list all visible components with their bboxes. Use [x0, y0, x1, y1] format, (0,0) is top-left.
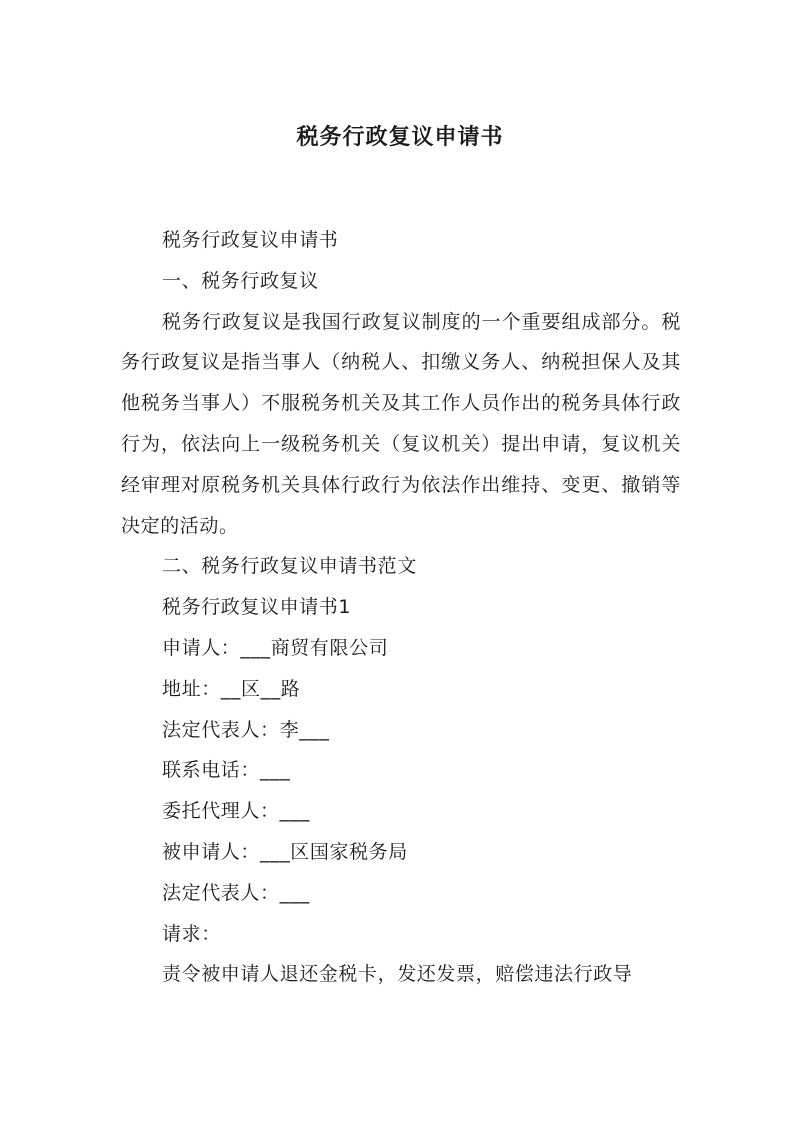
- body-heading: 税务行政复议申请书: [162, 229, 339, 251]
- intro-paragraph: 税务行政复议是我国行政复议制度的一个重要组成部分。税务行政复议是指当事人（纳税人、扣缴义务人、纳税担保人及其他税务当事人）不服税务机关及其工作人员作出的税务具体行政行为，依法向上一级税务机关（复议机关）提出申请，复议机关经审理对原税务机关具体行政行为依法作出维持、变更、撤销等决定的活动。: [121, 310, 681, 537]
- field-address: 地址：__区__路: [162, 677, 301, 700]
- request-text: 责令被申请人退还金税卡，发还发票，赔偿违法行政导: [162, 963, 633, 986]
- section-heading-2: 二、税务行政复议申请书范文: [162, 555, 417, 578]
- field-respondent-legal-representative: 法定代表人：___: [162, 881, 310, 904]
- field-respondent: 被申请人：___区国家税务局: [162, 840, 408, 863]
- section-heading-1: 一、税务行政复议: [162, 269, 319, 292]
- document-title: 税务行政复议申请书: [296, 125, 504, 150]
- field-legal-representative: 法定代表人：李___: [162, 718, 330, 741]
- sample-title: 税务行政复议申请书1: [162, 596, 352, 619]
- field-applicant: 申请人：___商贸有限公司: [162, 636, 389, 659]
- field-agent: 委托代理人：___: [162, 800, 310, 823]
- document-body: [121, 220, 681, 995]
- field-phone: 联系电话：___: [162, 759, 291, 782]
- field-request-label: 请求：: [162, 922, 221, 945]
